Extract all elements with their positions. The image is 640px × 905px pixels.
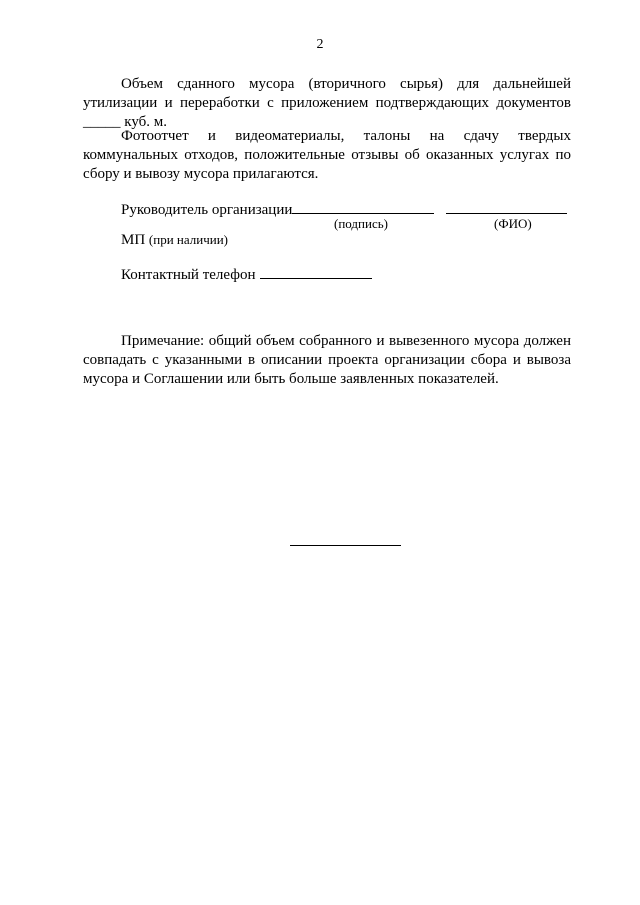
fio-caption: (ФИО) xyxy=(494,216,532,231)
end-rule xyxy=(290,545,401,546)
stamp-label: МП xyxy=(121,232,146,248)
page-number: 2 xyxy=(316,37,324,52)
fio-line xyxy=(446,199,567,214)
attachments-text: Фотоотчет и видеоматериалы, талоны на сдачу твердых коммунальных отходов, положительные отзывы об оказанных услугах по сбору и вывозу мусора прилагаются. xyxy=(83,128,571,182)
contact-line xyxy=(260,264,372,279)
note-paragraph xyxy=(83,332,571,389)
note-text: Примечание: общий объем собранного и вывезенного мусора должен совпадать с указанными в описании проекта организации сбора и вывоза мусора и Соглашении или быть больше заявленных показателей. xyxy=(83,333,571,387)
volume-paragraph xyxy=(83,75,571,132)
contact-label: Контактный телефон xyxy=(121,267,256,283)
signature-caption: (подпись) xyxy=(334,216,388,231)
stamp-note: (при наличии) xyxy=(148,232,228,247)
signature-label: Руководитель организации xyxy=(121,202,293,218)
attachments-paragraph xyxy=(83,127,571,184)
volume-text: Объем сданного мусора (вторичного сырья) для дальнейшей утилизации и переработки с приложением подтверждающих документов _____ куб. м. xyxy=(83,76,571,130)
stamp-row xyxy=(121,232,228,249)
contact-row xyxy=(121,264,372,284)
signature-line xyxy=(292,199,434,214)
